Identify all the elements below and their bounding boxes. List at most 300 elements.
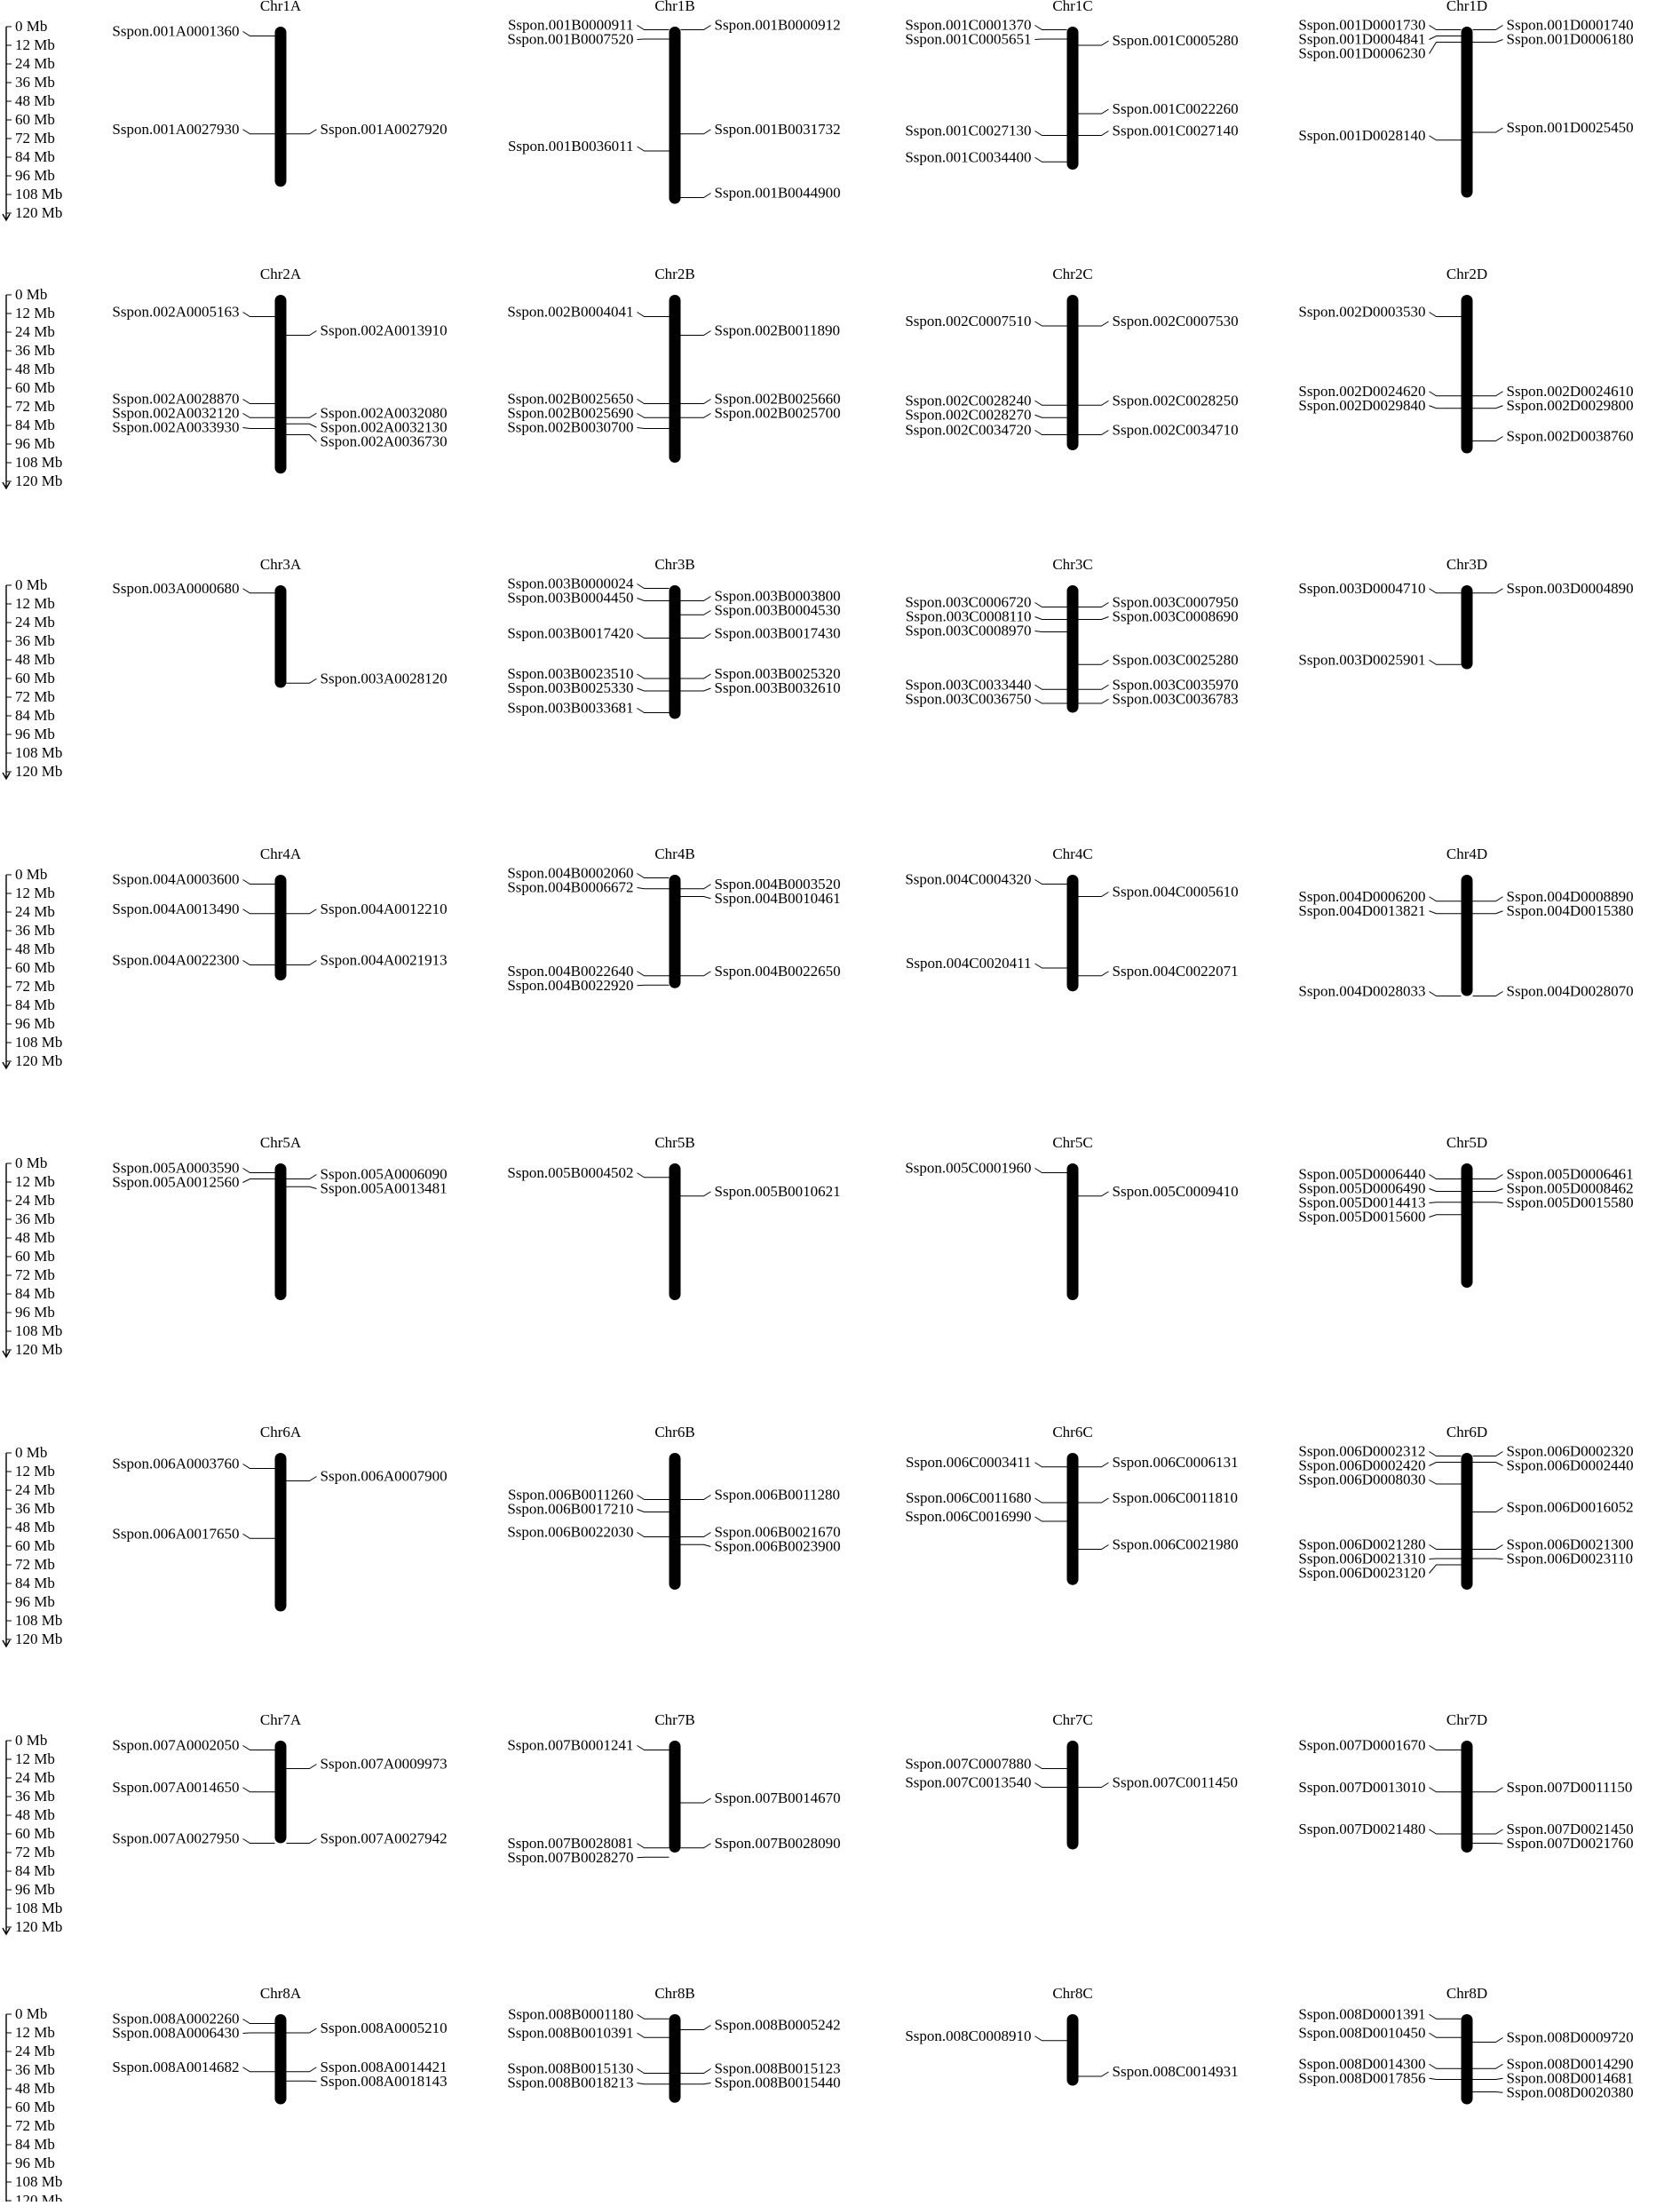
- gene-connector: [1079, 431, 1109, 435]
- axis-tick-label: 108 Mb: [15, 2173, 63, 2190]
- gene-label: Sspon.008B0015440: [714, 2074, 841, 2091]
- chromosome-name: Chr5A: [259, 1134, 302, 1151]
- chromosome-name: Chr3B: [654, 556, 695, 573]
- gene-label: Sspon.002A0005163: [112, 303, 240, 321]
- gene-connector: [1035, 431, 1067, 435]
- gene-label: Sspon.002B0004041: [507, 303, 634, 321]
- axis-tick-label: 72 Mb: [15, 130, 55, 147]
- gene-label: Sspon.007C0013540: [905, 1774, 1032, 1791]
- gene-connector: [1473, 1463, 1503, 1466]
- gene-label: Sspon.008B0010391: [507, 2024, 634, 2042]
- gene-connector: [1430, 589, 1462, 593]
- axis-tick-label: 36 Mb: [15, 632, 55, 649]
- gene-connector: [287, 1186, 317, 1188]
- chromosome-body: [275, 1163, 287, 1300]
- gene-connector: [1473, 897, 1503, 901]
- gene-label: Sspon.003D0025901: [1298, 651, 1426, 669]
- chromosome-body: [670, 585, 681, 719]
- axis-tick-label: 120 Mb: [15, 204, 63, 221]
- axis-tick-label: 60 Mb: [15, 1825, 55, 1842]
- gene-label: Sspon.005D0006490: [1298, 1179, 1426, 1197]
- axis-tick-label: 96 Mb: [15, 726, 55, 742]
- gene-label: Sspon.001D0004841: [1298, 30, 1426, 48]
- gene-connector: [1079, 131, 1109, 136]
- gene-label: Sspon.001A0027920: [320, 120, 448, 138]
- gene-label: Sspon.001C0027130: [905, 122, 1032, 139]
- gene-connector: [1473, 128, 1503, 132]
- gene-connector: [638, 2069, 670, 2074]
- axis-tick-label: 12 Mb: [15, 885, 55, 901]
- gene-connector: [638, 972, 670, 976]
- gene-label: Sspon.005D0006440: [1298, 1165, 1426, 1183]
- gene-connector: [1079, 617, 1109, 620]
- axis-tick-label: 12 Mb: [15, 1463, 55, 1480]
- axis-tick-label: 120 Mb: [15, 1341, 63, 1358]
- axis-tick-label: 120 Mb: [15, 763, 63, 780]
- gene-connector: [681, 972, 711, 976]
- gene-label: Sspon.006B0022030: [507, 1523, 634, 1541]
- gene-connector: [1079, 109, 1109, 114]
- gene-label: Sspon.004D0013821: [1298, 901, 1426, 919]
- gene-connector: [1430, 1746, 1462, 1750]
- gene-label: Sspon.004C0005610: [1112, 883, 1239, 901]
- gene-label: Sspon.001C0022260: [1112, 100, 1239, 117]
- gene-connector: [1079, 1783, 1109, 1788]
- chromosome-name: Chr6D: [1446, 1424, 1488, 1440]
- chromosome-chr5d: [1298, 1134, 1633, 1288]
- chromosome-body: [670, 1741, 681, 1853]
- gene-connector: [243, 32, 275, 36]
- gene-connector: [638, 1844, 670, 1848]
- gene-connector: [1035, 1783, 1067, 1788]
- gene-label: Sspon.005A0003590: [112, 1159, 240, 1177]
- gene-connector: [681, 194, 711, 198]
- gene-connector: [681, 400, 711, 404]
- chromosome-body: [275, 27, 287, 186]
- gene-connector: [1035, 39, 1067, 40]
- chromosome-chr6c: [905, 1424, 1238, 1585]
- gene-label: Sspon.007A0014650: [112, 1778, 240, 1796]
- chromosome-name: Chr8B: [654, 1985, 695, 2002]
- gene-label: Sspon.003B0025330: [507, 679, 634, 696]
- gene-connector: [1079, 603, 1109, 607]
- gene-connector: [681, 885, 711, 889]
- gene-connector: [287, 424, 317, 427]
- gene-label: Sspon.003B0017420: [507, 624, 634, 642]
- gene-connector: [638, 584, 670, 589]
- gene-label: Sspon.003B0017430: [714, 624, 841, 642]
- gene-label: Sspon.003C0025280: [1112, 651, 1239, 669]
- gene-label: Sspon.003B0003800: [714, 587, 841, 605]
- axis-tick-label: 72 Mb: [15, 2117, 55, 2134]
- chromosome-body: [1462, 875, 1473, 996]
- gene-label: Sspon.007C0007880: [905, 1755, 1032, 1773]
- gene-connector: [1035, 603, 1067, 607]
- axis-tick-label: 84 Mb: [15, 2136, 55, 2153]
- gene-label: Sspon.007D0021450: [1506, 1821, 1634, 1837]
- gene-label: Sspon.004A0012210: [320, 900, 448, 917]
- gene-connector: [1035, 1463, 1067, 1467]
- chromosome-chr7b: [507, 1711, 840, 1866]
- axis-tick-label: 84 Mb: [15, 1285, 55, 1302]
- axis-tick-label: 24 Mb: [15, 1192, 55, 1209]
- gene-label: Sspon.002C0034720: [905, 421, 1032, 439]
- axis-tick-label: 48 Mb: [15, 1229, 55, 1246]
- chromosome-name: Chr8A: [259, 1985, 302, 2002]
- chromosome-name: Chr2A: [259, 266, 302, 282]
- gene-connector: [243, 428, 275, 429]
- gene-connector: [1473, 1452, 1503, 1456]
- gene-label: Sspon.005C0009410: [1112, 1182, 1239, 1200]
- gene-connector: [243, 2020, 275, 2024]
- gene-connector: [1473, 26, 1503, 30]
- gene-label: Sspon.001A0027930: [112, 120, 240, 138]
- gene-label: Sspon.006D0021300: [1506, 1535, 1634, 1553]
- gene-label: Sspon.007A0002050: [112, 1736, 240, 1754]
- gene-connector: [638, 674, 670, 678]
- chromosome-chr4c: [905, 845, 1238, 991]
- chromosome-chr2a: [112, 266, 447, 473]
- axis-tick-label: 60 Mb: [15, 959, 55, 976]
- gene-label: Sspon.003B0025320: [714, 665, 841, 682]
- gene-connector: [681, 1544, 711, 1546]
- gene-label: Sspon.004D0028070: [1506, 982, 1634, 1000]
- chromosome-body: [275, 295, 287, 473]
- gene-connector: [681, 1192, 711, 1196]
- gene-connector: [1035, 26, 1067, 30]
- gene-connector: [243, 2067, 275, 2072]
- gene-label: Sspon.004C0022071: [1112, 962, 1239, 980]
- axis-tick-label: 60 Mb: [15, 379, 55, 396]
- gene-connector: [638, 1496, 670, 1500]
- gene-connector: [638, 39, 670, 40]
- axis-tick-label: 36 Mb: [15, 922, 55, 939]
- gene-label: Sspon.003C0007950: [1112, 593, 1239, 611]
- gene-connector: [243, 1839, 275, 1844]
- gene-connector: [1035, 1169, 1067, 1173]
- gene-label: Sspon.008A0002260: [112, 2010, 240, 2027]
- chromosome-body: [1067, 1453, 1079, 1585]
- gene-connector: [638, 1533, 670, 1537]
- axis-tick-label: 48 Mb: [15, 651, 55, 668]
- gene-label: Sspon.006C0011680: [905, 1489, 1032, 1506]
- gene-connector: [1035, 2036, 1067, 2041]
- gene-label: Sspon.006D0002312: [1298, 1442, 1426, 1460]
- gene-label: Sspon.002D0024610: [1506, 382, 1634, 400]
- chromosome-name: Chr1A: [259, 0, 302, 14]
- gene-label: Sspon.005D0008462: [1506, 1179, 1634, 1197]
- gene-label: Sspon.007A0009973: [320, 1755, 448, 1773]
- axis-tick-label: 24 Mb: [15, 1769, 55, 1786]
- gene-label: Sspon.007B0028270: [507, 1848, 634, 1866]
- chromosome-body: [275, 875, 287, 980]
- gene-label: Sspon.005A0013481: [320, 1179, 448, 1197]
- axis-tick-label: 72 Mb: [15, 688, 55, 705]
- chromosome-body: [1067, 1741, 1079, 1850]
- gene-connector: [287, 678, 317, 683]
- gene-connector: [638, 2014, 670, 2019]
- chromosome-body: [275, 2014, 287, 2105]
- chromosome-chr7d: [1298, 1711, 1633, 1853]
- gene-connector: [1473, 437, 1503, 441]
- gene-connector: [681, 1798, 711, 1803]
- gene-connector: [1473, 911, 1503, 914]
- gene-label: Sspon.008D0014681: [1506, 2069, 1634, 2087]
- axis-tick-label: 24 Mb: [15, 903, 55, 920]
- axis-tick-label: 24 Mb: [15, 2043, 55, 2059]
- chromosome-name: Chr7A: [259, 1711, 302, 1728]
- axis-tick-label: 108 Mb: [15, 454, 63, 471]
- gene-label: Sspon.004D0006200: [1298, 887, 1426, 905]
- gene-label: Sspon.005D0015580: [1506, 1194, 1634, 1211]
- gene-label: Sspon.004A0013490: [112, 900, 240, 917]
- chromosome-name: Chr3D: [1446, 556, 1488, 573]
- gene-label: Sspon.006C0021980: [1112, 1535, 1239, 1553]
- gene-label: Sspon.008D0020380: [1506, 2083, 1634, 2101]
- gene-label: Sspon.005B0010621: [714, 1182, 841, 1200]
- gene-connector: [681, 414, 711, 418]
- gene-label: Sspon.006C0011810: [1112, 1489, 1239, 1506]
- gene-label: Sspon.005D0015600: [1298, 1208, 1426, 1226]
- axis-tick-label: 48 Mb: [15, 2080, 55, 2097]
- chromosome-body: [1462, 295, 1473, 454]
- gene-label: Sspon.004D0015380: [1506, 901, 1634, 919]
- axis-tick-label: 96 Mb: [15, 435, 55, 452]
- gene-label: Sspon.007D0013010: [1298, 1778, 1426, 1796]
- gene-connector: [287, 1175, 317, 1179]
- gene-connector: [243, 880, 275, 885]
- gene-label: Sspon.007D0011150: [1506, 1778, 1633, 1796]
- axis-tick-label: 0 Mb: [15, 1155, 48, 1171]
- gene-connector: [1473, 2038, 1503, 2043]
- axis-tick-label: 96 Mb: [15, 1881, 55, 1898]
- gene-connector: [1035, 131, 1067, 136]
- axis-tick-label: 36 Mb: [15, 74, 55, 91]
- gene-label: Sspon.002A0028870: [112, 390, 240, 408]
- gene-connector: [638, 874, 670, 878]
- chromosome-chr4d: [1298, 845, 1633, 1000]
- gene-label: Sspon.008C0014931: [1112, 2063, 1239, 2080]
- gene-connector: [1079, 1192, 1109, 1196]
- gene-connector: [287, 1765, 317, 1769]
- gene-label: Sspon.003B0033681: [507, 699, 634, 717]
- gene-label: Sspon.002C0007530: [1112, 313, 1239, 329]
- gene-connector: [1430, 992, 1462, 996]
- gene-label: Sspon.004A0003600: [112, 870, 240, 888]
- gene-connector: [287, 331, 317, 336]
- gene-label: Sspon.001C0005651: [905, 30, 1032, 48]
- gene-label: Sspon.004C0020411: [905, 955, 1032, 972]
- gene-connector: [638, 985, 670, 986]
- axis-tick-label: 72 Mb: [15, 1844, 55, 1861]
- chromosome-chr8d: [1298, 1985, 1633, 2105]
- gene-label: Sspon.005B0004502: [507, 1163, 634, 1181]
- gene-label: Sspon.006A0007900: [320, 1467, 448, 1485]
- gene-label: Sspon.004B0022640: [507, 962, 634, 980]
- gene-label: Sspon.004D0008890: [1506, 887, 1634, 905]
- gene-label: Sspon.008B0005242: [714, 2016, 841, 2034]
- chromosome-body: [1067, 295, 1079, 450]
- chromosome-chr1b: [507, 0, 840, 204]
- gene-connector: [681, 1844, 711, 1848]
- gene-connector: [287, 2028, 317, 2033]
- gene-label: Sspon.002D0003530: [1298, 303, 1426, 321]
- chromosome-chr1d: [1298, 0, 1633, 198]
- chromosome-chr7a: [112, 1711, 447, 1847]
- chromosome-body: [1462, 1741, 1473, 1853]
- gene-label: Sspon.006B0011280: [714, 1486, 841, 1504]
- gene-connector: [638, 688, 670, 691]
- gene-connector: [1430, 36, 1462, 40]
- gene-connector: [638, 634, 670, 639]
- axis-group: [3, 2005, 62, 2202]
- axis-tick-label: 36 Mb: [15, 1788, 55, 1805]
- gene-connector: [638, 1857, 670, 1858]
- gene-connector: [1430, 392, 1462, 396]
- gene-connector: [681, 26, 711, 30]
- chromosome-chr5b: [507, 1134, 840, 1300]
- gene-connector: [243, 1169, 275, 1173]
- gene-label: Sspon.007B0028090: [714, 1834, 841, 1852]
- gene-connector: [1430, 1545, 1462, 1550]
- chromosome-chr8a: [112, 1985, 447, 2105]
- gene-connector: [681, 688, 711, 691]
- chromosome-chr1a: [112, 0, 447, 186]
- axis-tick-label: 0 Mb: [15, 1444, 48, 1461]
- gene-label: Sspon.007D0001670: [1298, 1736, 1426, 1754]
- gene-connector: [1430, 1202, 1462, 1203]
- gene-connector: [638, 414, 670, 418]
- axis-tick-label: 12 Mb: [15, 36, 55, 53]
- gene-connector: [638, 888, 670, 889]
- gene-connector: [681, 1496, 711, 1500]
- axis-tick-label: 48 Mb: [15, 92, 55, 109]
- gene-label: Sspon.008A0018143: [320, 2072, 448, 2090]
- axis-tick-label: 24 Mb: [15, 614, 55, 631]
- gene-connector: [638, 428, 670, 429]
- gene-connector: [1473, 2078, 1503, 2079]
- gene-label: Sspon.003D0004890: [1506, 579, 1634, 597]
- gene-label: Sspon.006D0002420: [1298, 1456, 1426, 1474]
- gene-label: Sspon.001B0000911: [507, 16, 634, 34]
- gene-connector: [1035, 880, 1067, 885]
- gene-connector: [1079, 1498, 1109, 1503]
- gene-label: Sspon.006D0021280: [1298, 1535, 1426, 1553]
- axis-tick-label: 12 Mb: [15, 1750, 55, 1767]
- axis-tick-label: 0 Mb: [15, 286, 48, 303]
- gene-connector: [287, 1839, 317, 1844]
- gene-label: Sspon.001D0006230: [1298, 44, 1426, 62]
- axis-tick-label: 60 Mb: [15, 111, 55, 128]
- gene-connector: [1079, 1463, 1109, 1467]
- gene-label: Sspon.001D0025450: [1506, 119, 1634, 136]
- axis-tick-label: 0 Mb: [15, 1732, 48, 1749]
- gene-label: Sspon.008B0015130: [507, 2059, 634, 2077]
- chromosome-body: [1462, 2014, 1473, 2105]
- gene-connector: [638, 1746, 670, 1750]
- gene-connector: [1430, 313, 1462, 317]
- gene-label: Sspon.004A0021913: [320, 951, 448, 969]
- gene-connector: [1473, 392, 1503, 396]
- gene-label: Sspon.003C0036783: [1112, 690, 1239, 708]
- chromosome-body: [670, 295, 681, 463]
- axis-tick-label: 0 Mb: [15, 2005, 48, 2022]
- chromosome-name: Chr5D: [1446, 1134, 1488, 1151]
- axis-tick-label: 96 Mb: [15, 167, 55, 184]
- axis-tick-label: 108 Mb: [15, 186, 63, 202]
- gene-label: Sspon.006A0017650: [112, 1525, 240, 1543]
- axis-tick-label: 48 Mb: [15, 361, 55, 377]
- gene-label: Sspon.008A0014682: [112, 2058, 240, 2075]
- gene-label: Sspon.002A0036730: [320, 432, 448, 450]
- chromosome-name: Chr8D: [1446, 1985, 1488, 2002]
- axis-tick-label: 108 Mb: [15, 1034, 63, 1051]
- axis-tick-label: 24 Mb: [15, 1481, 55, 1498]
- axis-tick-label: 60 Mb: [15, 670, 55, 686]
- axis-group: [3, 1732, 62, 1935]
- gene-connector: [638, 313, 670, 317]
- chromosome-chr3a: [112, 556, 447, 688]
- axis-tick-label: 72 Mb: [15, 1556, 55, 1573]
- gene-connector: [681, 1533, 711, 1537]
- gene-label: Sspon.003C0008690: [1112, 607, 1239, 625]
- axis-tick-label: 72 Mb: [15, 1266, 55, 1283]
- gene-label: Sspon.002C0028250: [1112, 392, 1239, 409]
- gene-connector: [638, 599, 670, 601]
- gene-label: Sspon.001B0036011: [507, 138, 634, 155]
- gene-label: Sspon.008D0001391: [1298, 2005, 1426, 2023]
- gene-label: Sspon.006C0006131: [1112, 1453, 1239, 1471]
- gene-label: Sspon.006B0017210: [507, 1500, 634, 1518]
- gene-connector: [1473, 1788, 1503, 1792]
- gene-label: Sspon.006D0002440: [1506, 1456, 1634, 1474]
- gene-connector: [243, 961, 275, 965]
- gene-label: Sspon.001D0001730: [1298, 16, 1426, 34]
- gene-label: Sspon.007A0027950: [112, 1829, 240, 1847]
- gene-connector: [1473, 589, 1503, 593]
- gene-connector: [1430, 1565, 1462, 1574]
- gene-label: Sspon.002C0028240: [905, 392, 1032, 409]
- chromosome-name: Chr7D: [1446, 1711, 1488, 1728]
- gene-connector: [1430, 2078, 1462, 2079]
- chromosome-body: [1067, 875, 1079, 991]
- gene-label: Sspon.003C0006720: [905, 593, 1032, 611]
- gene-label: Sspon.006A0003760: [112, 1455, 240, 1472]
- chromosome-body: [1462, 585, 1473, 670]
- gene-connector: [243, 1534, 275, 1538]
- axis-tick-label: 96 Mb: [15, 1015, 55, 1032]
- axis-tick-label: 96 Mb: [15, 1304, 55, 1321]
- chromosome-name: Chr2D: [1446, 266, 1488, 282]
- gene-label: Sspon.008A0005210: [320, 2020, 448, 2036]
- axis-group: [3, 1444, 62, 1647]
- gene-connector: [1079, 699, 1109, 703]
- gene-connector: [287, 2067, 317, 2072]
- chromosome-chr7c: [905, 1711, 1238, 1850]
- chromosome-name: Chr7C: [1052, 1711, 1093, 1728]
- gene-label: Sspon.006B0011260: [507, 1486, 634, 1504]
- axis-group: [3, 866, 62, 1069]
- gene-label: Sspon.001C0034400: [905, 148, 1032, 166]
- gene-label: Sspon.002D0024620: [1298, 382, 1426, 400]
- axis-tick-label: 96 Mb: [15, 2154, 55, 2171]
- axis-tick-label: 36 Mb: [15, 1210, 55, 1227]
- chromosome-name: Chr6C: [1052, 1424, 1093, 1440]
- gene-connector: [1035, 1498, 1067, 1503]
- gene-connector: [243, 1179, 275, 1183]
- gene-label: Sspon.008A0014421: [320, 2058, 448, 2075]
- gene-connector: [1079, 1545, 1109, 1550]
